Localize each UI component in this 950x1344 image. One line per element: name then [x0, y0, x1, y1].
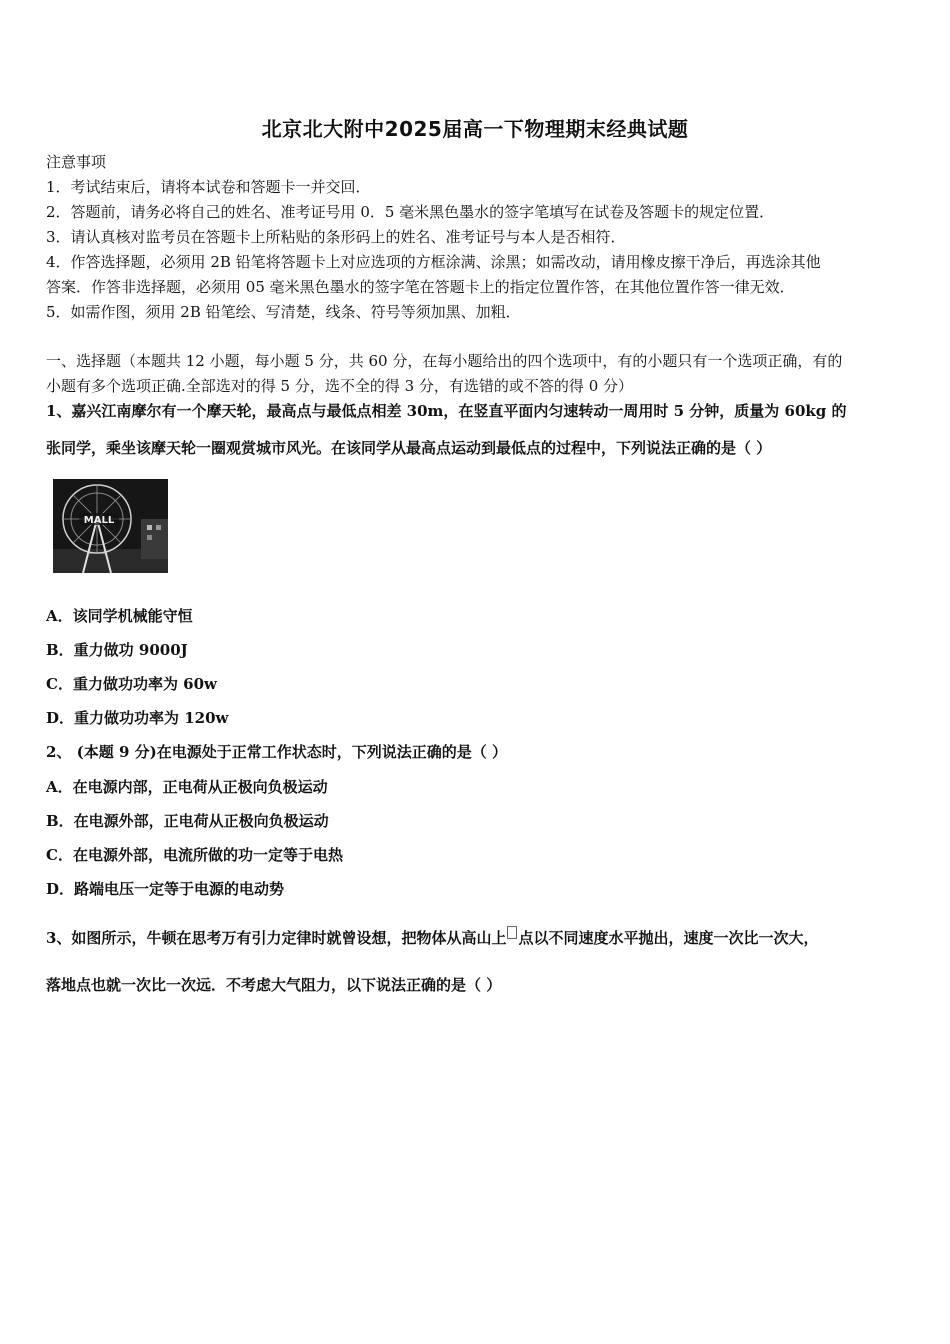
q2-option-a: A．在电源内部，正电荷从正极向负极运动	[46, 778, 328, 796]
q1-stem-line1: 1、嘉兴江南摩尔有一个摩天轮，最高点与最低点相差 30m，在竖直平面内匀速转动一周用时 5 分钟，质量为 60kg 的	[46, 402, 847, 420]
q3-stem-line2: 落地点也就一次比一次远．不考虑大气阻力，以下说法正确的是（ ）	[46, 976, 502, 994]
notice-item-3: 3．请认真核对监考员在答题卡上所粘贴的条形码上的姓名、准考证号与本人是否相符．	[46, 228, 626, 246]
q2-option-b: B．在电源外部，正电荷从正极向负极运动	[46, 812, 329, 830]
notice-item-1: 1．考试结束后，请将本试卷和答题卡一并交回．	[46, 178, 371, 196]
q1-option-b: B．重力做功 9000J	[46, 641, 188, 659]
q1-option-d: D．重力做功功率为 120w	[46, 709, 229, 727]
q2-option-d: D．路端电压一定等于电源的电动势	[46, 880, 285, 898]
missing-glyph-box	[507, 926, 517, 939]
q2-stem: 2、 (本题 9 分)在电源处于正常工作状态时，下列说法正确的是（ ）	[46, 743, 507, 761]
q1-option-a: A．该同学机械能守恒	[46, 607, 193, 625]
q2-option-c: C．在电源外部，电流所做的功一定等于电热	[46, 846, 343, 864]
page-title: 北京北大附中2025届高一下物理期末经典试题	[261, 117, 689, 141]
notice-item-2: 2．答题前，请务必将自己的姓名、准考证号用 0．5 毫米黑色墨水的签字笔填写在试卷及答题卡的规定位置．	[46, 203, 775, 221]
section1-instructions-line1: 一、选择题（本题共 12 小题，每小题 5 分，共 60 分，在每小题给出的四个选项中，有的小题只有一个选项正确，有的	[46, 352, 843, 370]
q3-stem-line1	[46, 926, 910, 948]
ferris-wheel-photo	[53, 479, 168, 573]
q3-stem-part2: 点以不同速度水平抛出，速度一次比一次大，	[518, 929, 819, 947]
mall-sign: MALL	[83, 515, 115, 526]
notice-item-4-cont: 答案．作答非选择题，必须用 05 毫米黑色墨水的签字笔在答题卡上的指定位置作答，在其他位置作答一律无效．	[46, 278, 795, 296]
ferris-wheel-illustration	[53, 479, 168, 573]
q3-stem-part1: 3、如图所示，牛顿在思考万有引力定律时就曾设想，把物体从高山上	[46, 929, 507, 947]
notice-item-5: 5．如需作图，须用 2B 铅笔绘、写清楚，线条、符号等须加黑、加粗．	[46, 303, 521, 321]
notice-heading: 注意事项	[46, 153, 107, 171]
q1-option-c: C．重力做功功率为 60w	[46, 675, 217, 693]
notice-item-4: 4．作答选择题，必须用 2B 铅笔将答题卡上对应选项的方框涂满、涂黑；如需改动，请用橡皮擦干净后，再选涂其他	[46, 253, 821, 271]
section1-instructions-line2: 小题有多个选项正确.全部选对的得 5 分，选不全的得 3 分，有选错的或不答的得 0 分）	[46, 377, 634, 395]
q1-stem-line2: 张同学，乘坐该摩天轮一圈观赏城市风光。在该同学从最高点运动到最低点的过程中，下列说法正确的是（ ）	[46, 439, 772, 457]
